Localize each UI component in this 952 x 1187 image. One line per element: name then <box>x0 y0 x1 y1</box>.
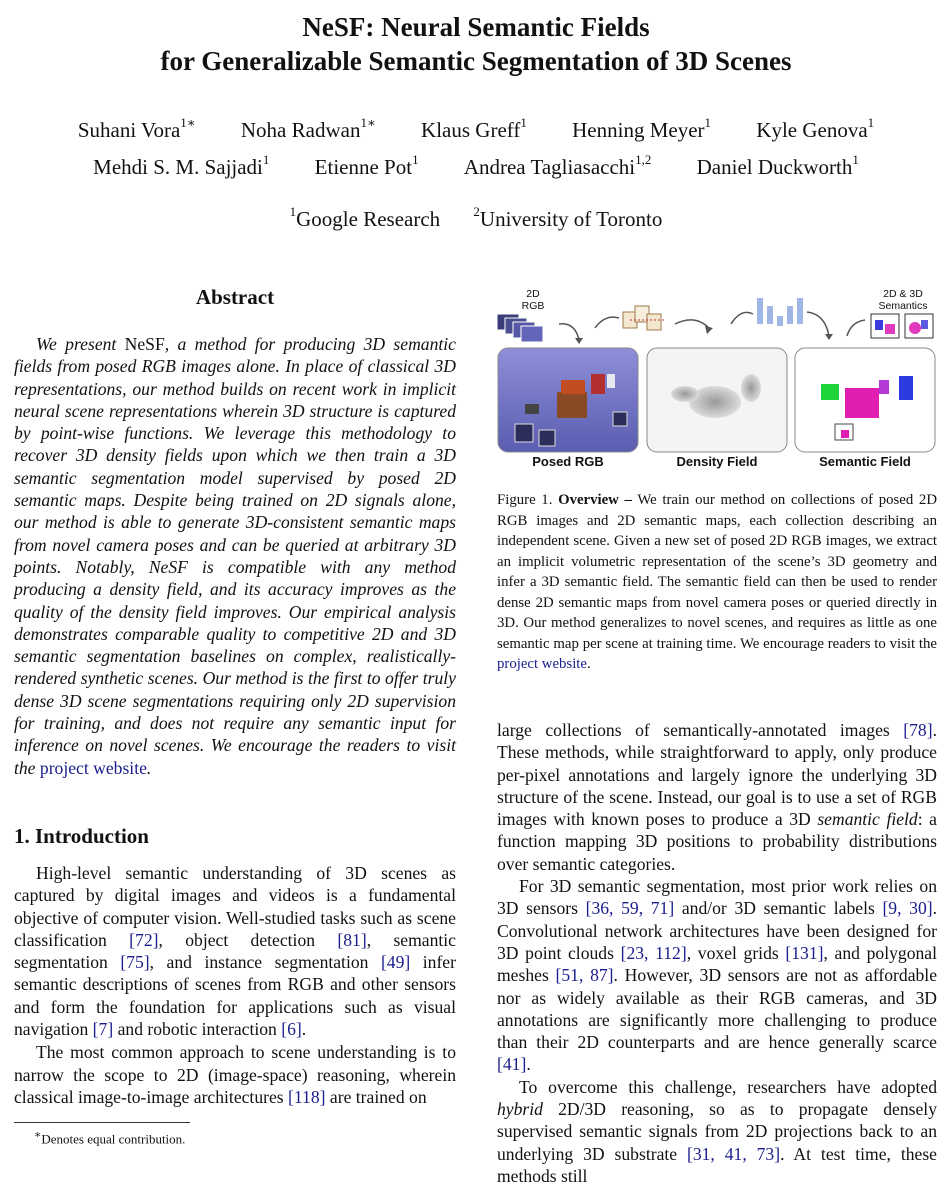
figure-1-graphic <box>495 284 940 474</box>
arrow-icon <box>807 312 829 336</box>
citation[interactable]: [49] <box>380 952 411 973</box>
intro-paragraph-2: The most common approach to scene understanding is to narrow the scope to 2D (image-space) reasoning, wherein classical image-to-image architectures [118] are trained on <box>14 1042 456 1107</box>
input-image-stack <box>497 314 543 342</box>
intro-body <box>14 862 456 1108</box>
affiliation: $^1$Google Research <box>289 204 441 231</box>
label-2d-3d-semantics: 2D & 3D Semantics <box>878 288 928 312</box>
paper-title <box>0 10 952 78</box>
author: Kyle Genova$^1$ <box>756 115 875 142</box>
panel-label-semantic-field: Semantic Field <box>819 454 911 469</box>
arrow-icon <box>847 320 865 336</box>
ray-cameras <box>623 306 665 330</box>
citation[interactable]: [118] <box>288 1086 326 1107</box>
author: Mehdi S. M. Sajjadi$^1$ <box>93 152 270 179</box>
citation[interactable]: [9, 30] <box>882 898 933 919</box>
citation[interactable]: [23, 112] <box>620 942 687 963</box>
affiliations <box>0 204 952 232</box>
citation[interactable]: [41] <box>497 1054 527 1075</box>
figure-caption: Figure 1. Overview – We train our method on collections of posed 2D RGB images and 2D semantic maps, each collection describing an independent scene. Given a new set of posed 2D RGB images, we extract an implicit volumetric representation of the scene’s 3D geometry and infer a 3D semantic field. The semantic field can then be used to render dense 2D semantic maps from novel camera poses or queried directly in 3D. Our method generalizes to novel scenes, and requires as little as one semantic map per scene at training time. We encourage readers to visit the project website. <box>497 492 938 672</box>
author: Henning Meyer$^1$ <box>572 115 712 142</box>
label-2d-rgb: 2D RGB <box>521 288 545 312</box>
affiliation: $^2$University of Toronto <box>473 204 663 231</box>
arrow-icon <box>675 320 709 328</box>
panel-label-density-field: Density Field <box>676 454 758 469</box>
caption-project-website-link[interactable]: project website <box>497 656 587 672</box>
footnote-rule <box>14 1122 190 1123</box>
citation[interactable]: [51, 87] <box>555 965 614 986</box>
citation[interactable]: [131] <box>785 942 824 963</box>
right-paragraph-2: For 3D semantic segmentation, most prior work relies on 3D sensors [36, 59, 71] and/or 3D semantic labels [9, 30]. Convolutional network architectures have been designed for 3D point clouds [23, 112], voxel grids [131], and polygonal meshes [51, 87]. However, 3D sensors are not as affordable nor as widely available as their RGB cameras, and 3D annotations are significantly more challenging to produce than their 2D counterparts and are hence generally scarce [41]. <box>497 876 938 1075</box>
author-row-1 <box>0 115 952 143</box>
author: Daniel Duckworth$^1$ <box>696 152 859 179</box>
citation[interactable]: [31, 41, 73] <box>686 1143 781 1164</box>
panel-label-posed-rgb: Posed RGB <box>532 454 604 469</box>
intro-heading: 1. Introduction <box>14 824 149 848</box>
right-paragraph-3: To overcome this challenge, researchers have adopted hybrid 2D/3D reasoning, so as to propagate densely supervised semantic signals from 2D projections back to an underlying 3D substrate [31, 41, 73]. At test time, these methods still <box>497 1076 937 1186</box>
right-paragraph-1: large collections of semantically-annotated images [78]. These methods, while straightforward to apply, only produce per-pixel annotations and largely ignore the underlying 3D structure of the scene. Instead, our goal is to use a set of RGB images with known poses to produce a 3D semantic field: a function mapping 3D positions to probability distributions over semantic categories. <box>497 720 937 874</box>
citation[interactable]: [36, 59, 71] <box>585 898 675 919</box>
author: Klaus Greff$^1$ <box>421 115 527 142</box>
author: Noha Radwan$^{1∗}$ <box>240 115 376 142</box>
arrow-icon <box>731 312 753 324</box>
right-column-body <box>497 719 937 1187</box>
figure-1 <box>495 284 940 474</box>
project-website-link[interactable]: project website <box>39 757 147 778</box>
citation[interactable]: [6] <box>281 1019 302 1040</box>
citation[interactable]: [72] <box>129 929 159 950</box>
title-line-1: NeSF: Neural Semantic Fields <box>302 12 650 42</box>
abstract-heading: Abstract <box>195 285 275 309</box>
author: Suhani Vora$^{1∗}$ <box>77 115 196 142</box>
arrow-icon <box>559 324 579 340</box>
semantics-thumbnails <box>871 314 933 338</box>
intro-paragraph-1: High-level semantic understanding of 3D scenes as captured by digital images and videos is a fundamental objective of computer vision. Well-studied tasks such as scene classification [72], object detection [81], semantic segmentation [75], and instance segmentation [49] infer semantic descriptions of scenes from RGB and other sensors and form the foundation for applications such as visual navigation [7] and robotic interaction [6]. <box>14 863 456 1040</box>
author: Etienne Pot$^1$ <box>314 152 419 179</box>
abstract-body: We present NeSF, a method for producing 3D semantic fields from posed RGB images alone. In place of classical 3D representations, our method builds on recent work in implicit neural scene representations wherein 3D structure is captured by point-wise functions. We leverage this methodology to recover 3D density fields upon which we then train a 3D semantic segmentation model supervised by posed 2D semantic maps. Despite being trained on 2D signals alone, our method is able to generate 3D-consistent semantic maps from novel camera poses and can be queried at arbitrary 3D points. Notably, NeSF is compatible with any method producing a density field, and its accuracy improves as the quality of the density field improves. Our empirical analysis demonstrates comparable quality to competitive 2D and 3D semantic segmentation baselines on complex, realistically-rendered synthetic scenes. Our method is the first to offer truly dense 3D scene segmentations requiring only 2D supervision for training, and does not require any semantic input for inference on novel scenes. We encourage the readers to visit the project website. <box>14 334 456 778</box>
citation[interactable]: [75] <box>120 952 150 973</box>
arrow-icon <box>595 317 619 328</box>
unet-icon <box>757 298 803 326</box>
citation[interactable]: [81] <box>337 929 367 950</box>
citation[interactable]: [7] <box>92 1019 114 1040</box>
citation[interactable]: [78] <box>903 720 933 740</box>
title-line-2: for Generalizable Semantic Segmentation of 3D Scenes <box>160 46 792 76</box>
author-row-2 <box>0 152 952 180</box>
footnote: ∗Denotes equal contribution. <box>34 1129 186 1147</box>
author: Andrea Tagliasacchi$^{1,2}$ <box>463 152 652 179</box>
